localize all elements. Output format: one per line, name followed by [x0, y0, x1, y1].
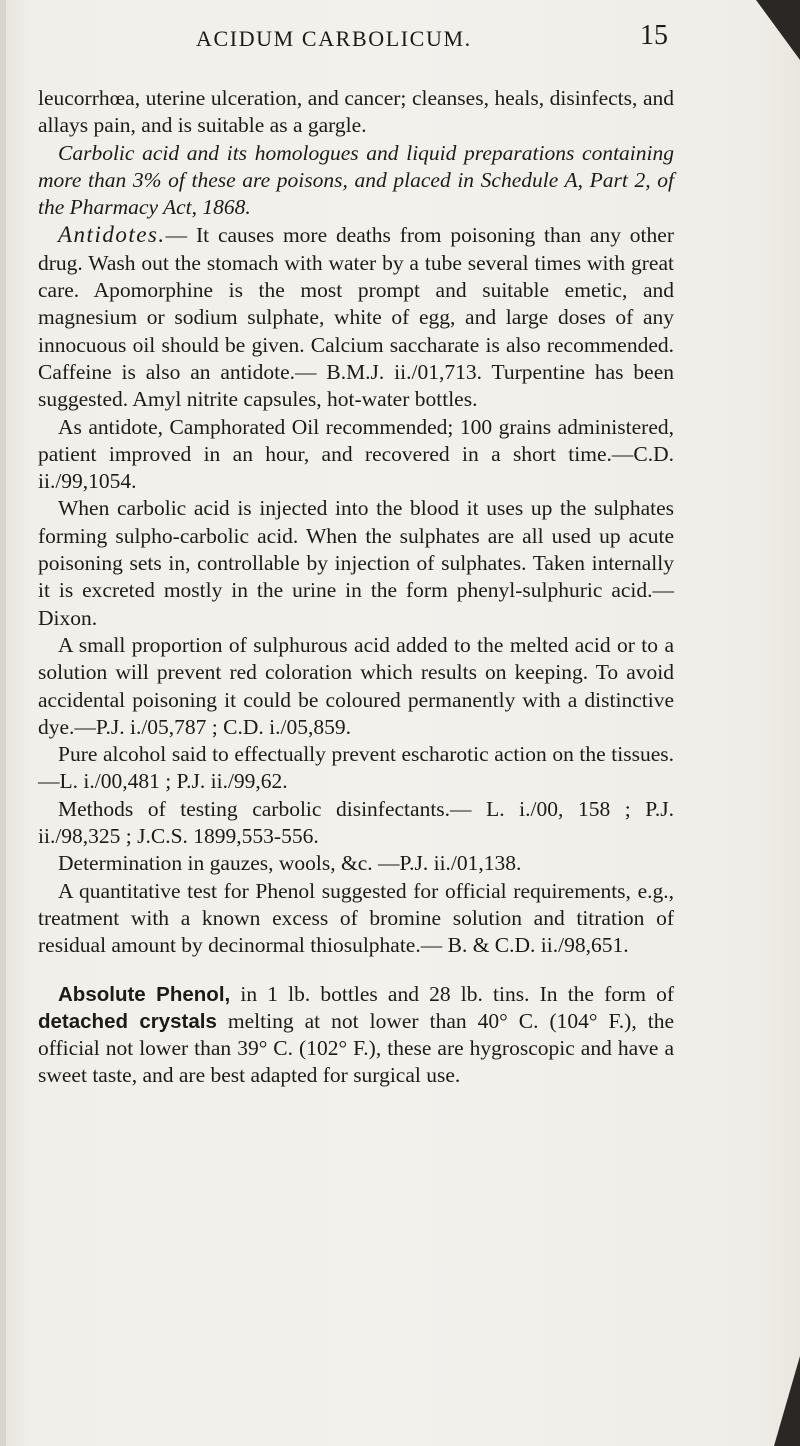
- detached-crystals-bold: detached crystals: [38, 1009, 217, 1033]
- page-header: [0, 20, 800, 60]
- absolute-phenol-heading: Absolute Phenol,: [58, 982, 231, 1006]
- paragraph-testing-methods: Methods of testing carbolic disinfectants.— L. i./00, 158 ; P.J. ii./98,325 ; J.C.S. 1899,553-556.: [38, 796, 674, 849]
- paragraph-antidotes: [38, 221, 674, 413]
- paragraph-determination: Determination in gauzes, wools, &c. —P.J. ii./01,138.: [58, 851, 522, 876]
- antidotes-text: — It causes more deaths from poisoning than any other drug. Wash out the stomach with water by a tube several times with great care. Apomorphine is the most prompt and suitable emetic, and magnesium or sodium sulphate, white of egg, and large doses of any innocuous oil should be given. Calcium saccharate is also recommended. Caffeine is also an antidote.— B.M.J. ii./01,713. Turpentine has been suggested. Amyl nitrite capsules, hot-water bottles.: [38, 223, 674, 412]
- page-number: 15: [640, 20, 668, 51]
- page-corner-bottom: [774, 1356, 800, 1446]
- body-text: [38, 85, 674, 1090]
- paragraph-camphorated-oil: As antidote, Camphorated Oil recommended; 100 grains administered, patient improved in an hour, and recovered in a short time.—C.D. ii./99,1054.: [38, 414, 674, 494]
- section-spacer: [38, 960, 674, 981]
- paragraph-continuation: leucorrhœa, uterine ulceration, and cancer; cleanses, heals, disinfects, and allays pain, and is suitable as a gargle.: [38, 86, 674, 138]
- paragraph-alcohol: Pure alcohol said to effectually prevent escharotic action on the tissues.—L. i./00,481 ; P.J. ii./99,62.: [38, 742, 674, 794]
- paragraph-quantitative-test: A quantitative test for Phenol suggested for official requirements, e.g., treatment with a known excess of bromine solution and titration of residual amount by decinormal thiosulphate.— B. & C.D. ii./98,651.: [38, 878, 674, 958]
- paragraph-absolute-phenol: [38, 981, 674, 1090]
- paragraph-poison-schedule: Carbolic acid and its homologues and liquid preparations containing more than 3% of these are poisons, and placed in Schedule A, Part 2, of the Pharmacy Act, 1868.: [38, 140, 674, 220]
- antidotes-heading: Antidotes.: [58, 222, 166, 248]
- absolute-phenol-text-2: melting at not lower than 40° C. (104° F.), the official not lower than 39° C. (102° F.), these are hygroscopic and have a sweet taste, and are best adapted for surgical use.: [38, 1008, 674, 1088]
- paragraph-sulphurous-acid: A small proportion of sulphurous acid added to the melted acid or to a solution will prevent red coloration which results on keeping. To avoid accidental poisoning it could be coloured permanently with a distinctive dye.—P.J. i./05,787 ; C.D. i./05,859.: [38, 632, 674, 739]
- page-edge: [0, 0, 6, 1446]
- running-head: ACIDUM CARBOLICUM.: [196, 26, 472, 51]
- absolute-phenol-text-1: in 1 lb. bottles and 28 lb. tins. In the form of: [230, 981, 674, 1006]
- paragraph-injection: When carbolic acid is injected into the blood it uses up the sulphates forming sulpho-carbolic acid. When the sulphates are all used up acute poisoning sets in, controllable by injection of sulphates. Taken internally it is excreted mostly in the urine in the form phenyl-sulphuric acid.—Dixon.: [38, 496, 674, 630]
